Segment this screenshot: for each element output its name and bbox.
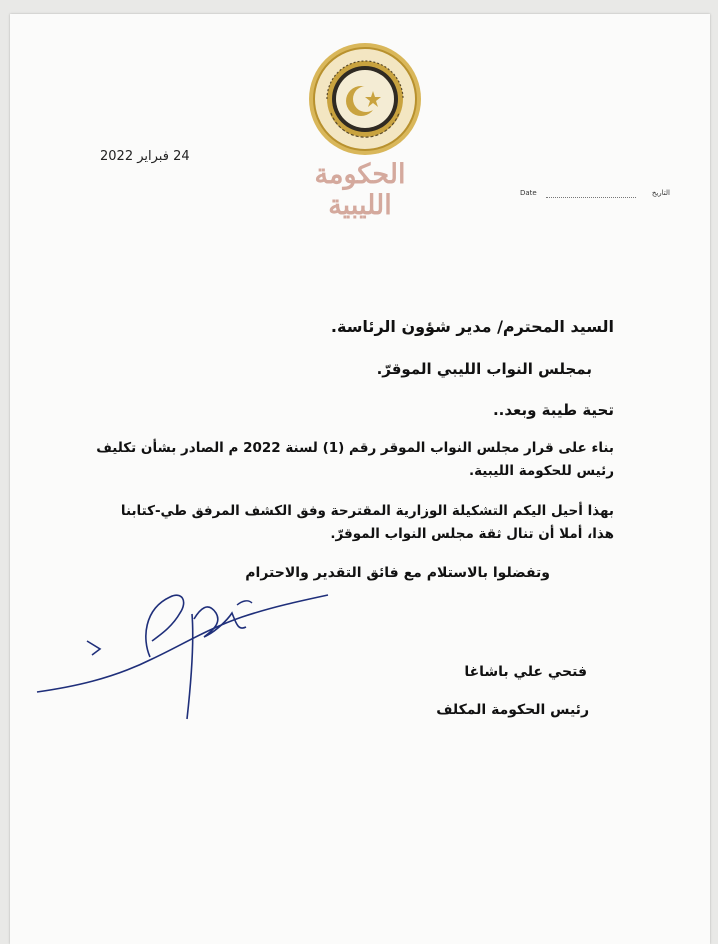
paragraph-2: بهذا أحيل اليكم التشكيلة الوزارية المقترحة وفق الكشف المرفق طي-كتابنا هذا، أملا أن تنال ثقة مجلس النواب الموقرّ. <box>120 503 614 542</box>
date-field-line <box>520 189 670 203</box>
signer-name: فتحي علي باشاغا <box>464 664 587 680</box>
signer-title: رئيس الحكومة المكلف <box>436 702 589 718</box>
government-logotype: الحكومة الليبية <box>314 159 406 221</box>
libyan-government-emblem <box>307 41 423 157</box>
letter-date: 24 فبراير 2022 <box>100 149 190 164</box>
closing-line: وتفضلوا بالاستلام مع فائق التقدير والاحترام <box>245 565 550 581</box>
greeting: تحية طيبة وبعد.. <box>492 401 614 419</box>
paragraph-1: بناء على قرار مجلس النواب الموقر رقم (1) لسنة 2022 م الصادر بشأن تكليف رئيس للحكومة الليبية. <box>96 440 614 479</box>
date-label-en: Date <box>520 189 537 197</box>
date-dotted-line <box>546 197 636 198</box>
salutation: السيد المحترم/ مدير شؤون الرئاسة. <box>330 317 614 336</box>
letter-page <box>10 14 710 944</box>
recipient: بمجلس النواب الليبي الموقرّ. <box>376 360 592 378</box>
date-label-ar: التاريخ <box>651 189 670 197</box>
